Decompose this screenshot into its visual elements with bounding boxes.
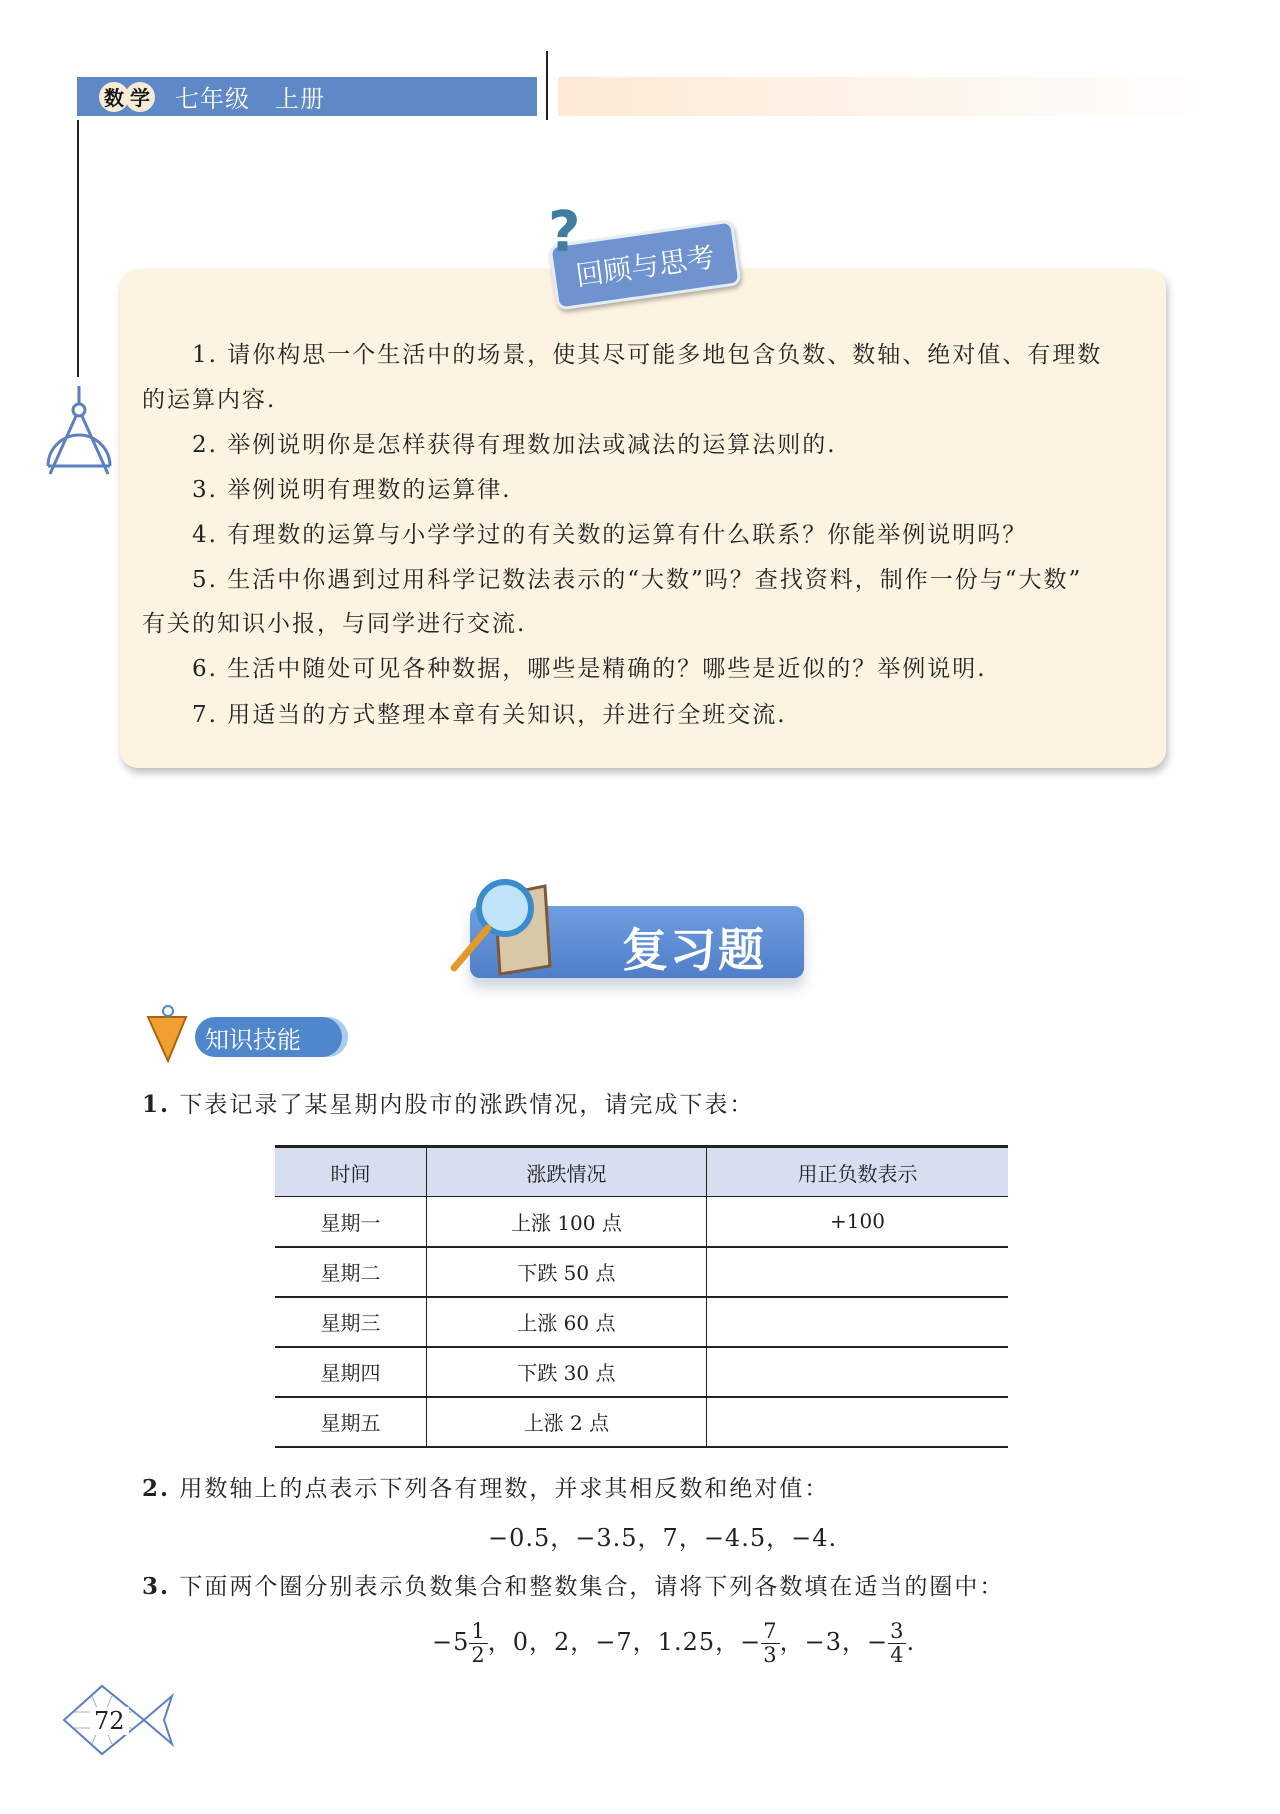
table-cell: 星期二 <box>275 1247 426 1297</box>
stock-table <box>275 1145 1008 1448</box>
table-cell <box>706 1297 1008 1347</box>
table-cell <box>706 1247 1008 1297</box>
divider <box>546 51 548 120</box>
table-cell: 下跌 30 点 <box>426 1347 706 1397</box>
table-cell: +100 <box>706 1197 1008 1247</box>
review-item: 3. 举例说明有理数的运算律. <box>192 477 512 503</box>
table-cell: 下跌 50 点 <box>426 1247 706 1297</box>
table-cell: 星期一 <box>275 1197 426 1247</box>
table-cell <box>706 1397 1008 1447</box>
review-item: 6. 生活中随处可见各种数据，哪些是精确的？哪些是近似的？举例说明. <box>192 656 987 682</box>
table-cell: 上涨 100 点 <box>426 1197 706 1247</box>
table-row <box>275 1247 1008 1297</box>
section-label: 知识技能 <box>195 1017 342 1057</box>
table-cell: 星期四 <box>275 1347 426 1397</box>
review-item: 7. 用适当的方式整理本章有关知识，并进行全班交流. <box>192 702 787 728</box>
review-item: 4. 有理数的运算与小学学过的有关数的运算有什么联系？你能举例说明吗？ <box>192 522 1028 548</box>
number-list: −0.5，−3.5，7，−4.5，−4. <box>488 1524 838 1552</box>
table-cell: 上涨 2 点 <box>426 1397 706 1447</box>
review-badge: 回顾与思考 <box>548 219 741 310</box>
header-gradient <box>558 77 1230 116</box>
table-cell: 星期三 <box>275 1297 426 1347</box>
table-row <box>275 1197 1008 1247</box>
table-cell <box>706 1347 1008 1397</box>
subject-logo: 数 学 <box>99 82 151 112</box>
pencil-icon <box>146 1003 190 1063</box>
column-header: 时间 <box>275 1147 426 1197</box>
table-row <box>275 1297 1008 1347</box>
margin-line <box>77 120 79 377</box>
column-header: 涨跌情况 <box>426 1147 706 1197</box>
table-cell: 星期五 <box>275 1397 426 1447</box>
table-cell: 上涨 60 点 <box>426 1297 706 1347</box>
question-1: 1. 下表记录了某星期内股市的涨跌情况，请完成下表： <box>142 1091 755 1118</box>
review-item: 5. 生活中你遇到过用科学记数法表示的“大数”吗？查找资料，制作一份与“大数” <box>192 567 1083 593</box>
fraction-list: −5 $\frac{1}{2}$ ，0，2，−7，1.25，− $\frac{7}{3}$ ，−3，− $\frac{3}{4}$ . <box>432 1619 916 1667</box>
question-mark-icon: ? <box>548 200 581 265</box>
column-header: 用正负数表示 <box>706 1147 1008 1197</box>
fraction: $\frac{1}{2}$ <box>471 1619 486 1667</box>
question-3: 3. 下面两个圈分别表示负数集合和整数集合，请将下列各数填在适当的圈中： <box>142 1573 1005 1600</box>
fraction: $\frac{7}{3}$ <box>763 1619 778 1667</box>
review-item: 的运算内容. <box>142 387 277 413</box>
question-2: 2. 用数轴上的点表示下列各有理数，并求其相反数和绝对值： <box>142 1475 830 1502</box>
grade-label: 七年级 上册 <box>175 85 325 113</box>
review-item: 1. 请你构思一个生活中的场景，使其尽可能多地包含负数、数轴、绝对值、有理数 <box>192 342 1103 368</box>
table-row <box>275 1397 1008 1447</box>
fraction: $\frac{3}{4}$ <box>890 1619 905 1667</box>
compass-icon <box>44 386 114 478</box>
exercise-banner: 复习题 <box>470 906 804 978</box>
review-item: 2. 举例说明你是怎样获得有理数加法或减法的运算法则的. <box>192 432 837 458</box>
page-number: 72 <box>90 1707 129 1735</box>
book-header <box>77 77 537 116</box>
review-item: 有关的知识小报，与同学进行交流. <box>142 611 527 637</box>
table-row <box>275 1347 1008 1397</box>
magnifier-book-icon <box>450 876 560 976</box>
